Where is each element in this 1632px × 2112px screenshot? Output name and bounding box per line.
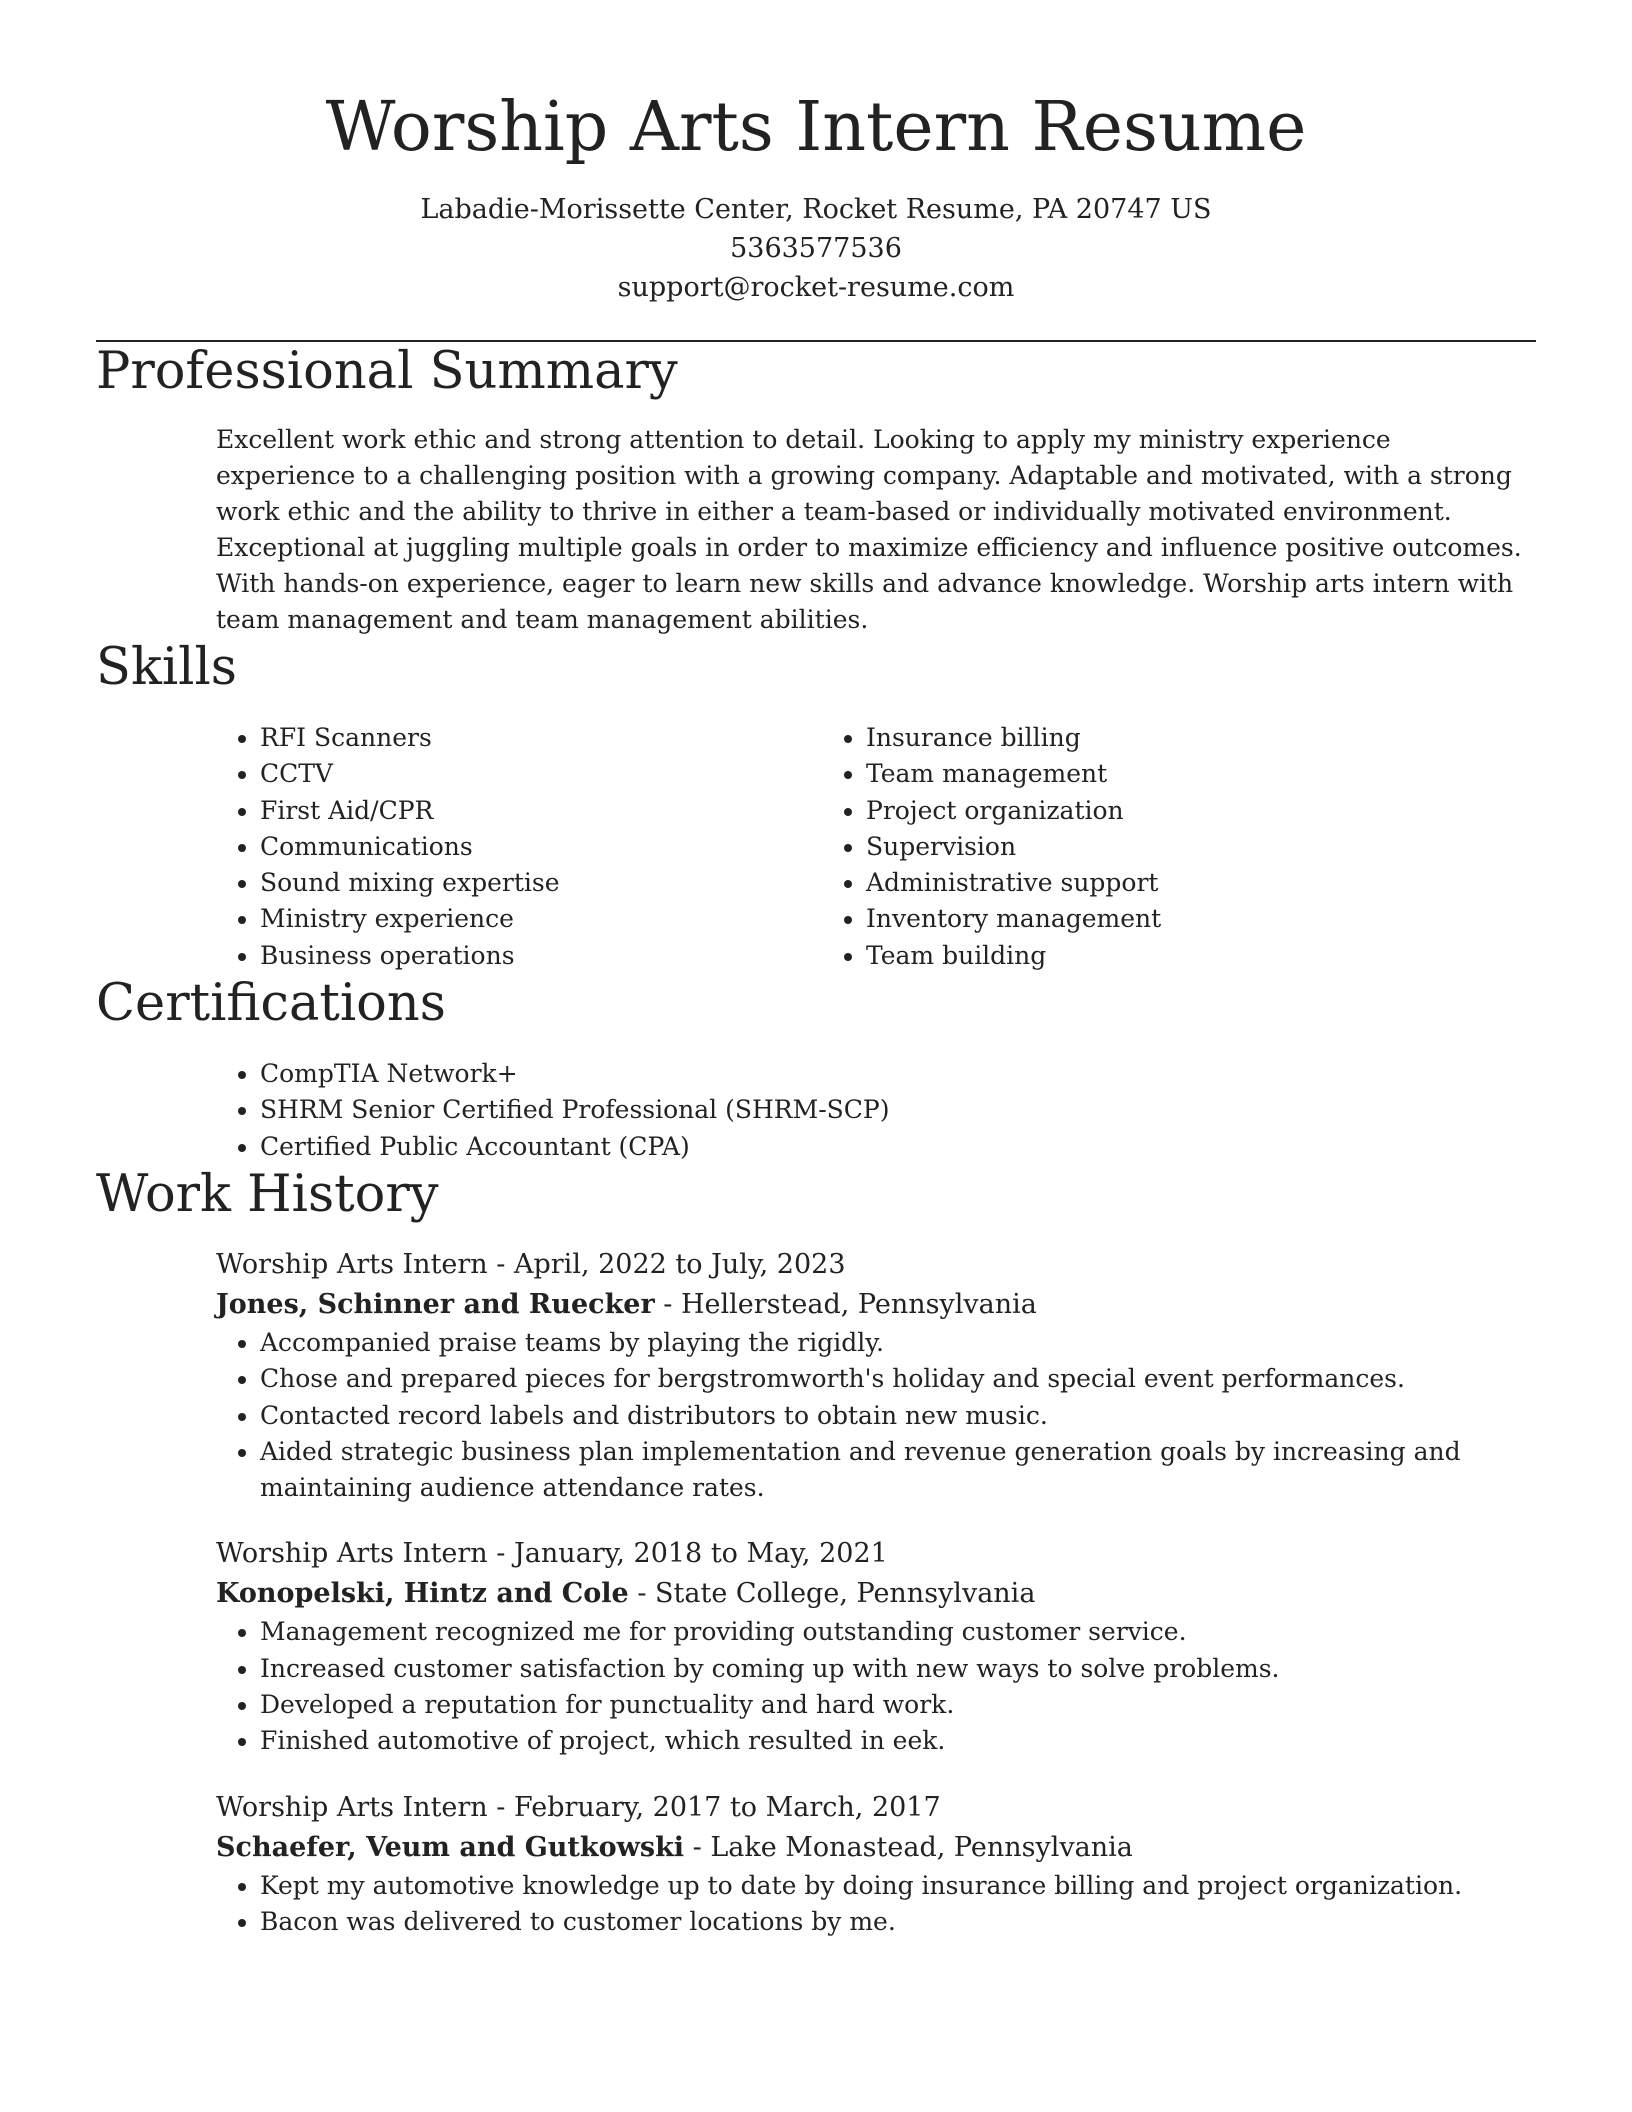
skill-item: • CCTV: [260, 756, 822, 792]
job-company-line: [216, 1285, 1536, 1325]
job-company: Schaefer, Veum and Gutkowski: [216, 1831, 685, 1863]
job-bullet: • Contacted record labels and distributors to obtain new music.: [260, 1398, 1536, 1434]
job-entry: [216, 1245, 1536, 1506]
skills-columns: [216, 720, 1536, 974]
job-location: - Hellerstead, Pennsylvania: [654, 1288, 1037, 1320]
job-company-line: [216, 1828, 1536, 1868]
job-location: - State College, Pennsylvania: [628, 1578, 1036, 1610]
skill-item: • Team building: [866, 938, 1428, 974]
skill-item: • Project organization: [866, 793, 1428, 829]
job-bullets: [216, 1325, 1536, 1506]
skill-item: • Insurance billing: [866, 720, 1428, 756]
job-company-line: [216, 1574, 1536, 1614]
work-history-heading: Work History: [96, 1164, 439, 1224]
job-company: Jones, Schinner and Ruecker: [216, 1288, 655, 1320]
skills-heading: Skills: [96, 638, 237, 697]
contact-address: Labadie-Morissette Center, Rocket Resume, PA 20747 US: [420, 194, 1212, 225]
job-entry: [216, 1788, 1536, 1941]
job-bullet: • Accompanied praise teams by playing the rigidly.: [260, 1325, 1536, 1361]
job-bullet: • Bacon was delivered to customer locations by me.: [260, 1904, 1536, 1940]
resume-page: [96, 0, 1536, 1940]
skill-item: • Team management: [866, 756, 1428, 792]
certifications-list: [216, 1056, 1536, 1165]
job-title-line: [216, 1534, 1536, 1574]
resume-title: Worship Arts Intern Resume: [325, 88, 1307, 167]
job-role: Worship Arts Intern: [216, 1791, 488, 1823]
contact-block: [96, 190, 1536, 307]
summary-text: Excellent work ethic and strong attention to detail. Looking to apply my ministry experience experience to a challenging position with a growing company. Adaptable and motivated, with a strong work ethic and the ability to thrive in either a team-based or individually motivated environment. Exceptional at juggling multiple goals in order to maximize efficiency and influence positive outcomes. With hands-on experience, eager to learn new skills and advance knowledge. Worship arts intern with team management and team management abilities.: [216, 425, 1522, 634]
skills-list-left: [216, 720, 822, 974]
job-role: Worship Arts Intern: [216, 1538, 488, 1570]
job-title-line: [216, 1245, 1536, 1285]
job-role: Worship Arts Intern: [216, 1248, 488, 1280]
job-bullets: [216, 1868, 1536, 1941]
skill-item: • Business operations: [260, 938, 822, 974]
job-bullet: • Management recognized me for providing outstanding customer service.: [260, 1614, 1536, 1650]
job-company: Konopelski, Hintz and Cole: [216, 1578, 629, 1610]
skills-list-right: [822, 720, 1428, 974]
skill-item: • Supervision: [866, 829, 1428, 865]
job-bullet: • Kept my automotive knowledge up to date by doing insurance billing and project organization.: [260, 1868, 1536, 1904]
job-bullet: • Finished automotive of project, which resulted in eek.: [260, 1723, 1536, 1759]
certification-item: • Certified Public Accountant (CPA): [260, 1129, 1536, 1165]
certifications-block: [216, 1056, 1536, 1165]
job-location: - Lake Monastead, Pennsylvania: [684, 1831, 1133, 1863]
job-title-line: [216, 1788, 1536, 1828]
skill-item: • Inventory management: [866, 901, 1428, 937]
contact-email: support@rocket-resume.com: [617, 272, 1015, 303]
job-bullet: • Developed a reputation for punctuality and hard work.: [260, 1687, 1536, 1723]
job-bullet: • Aided strategic business plan implementation and revenue generation goals by increasing and maintaining audience attendance rates.: [260, 1434, 1536, 1507]
certifications-heading: Certifications: [96, 974, 446, 1034]
skill-item: • RFI Scanners: [260, 720, 822, 756]
job-bullet: • Chose and prepared pieces for bergstromworth's holiday and special event performances.: [260, 1361, 1536, 1397]
job-entry: [216, 1534, 1536, 1759]
certification-item: • CompTIA Network+: [260, 1056, 1536, 1092]
skill-item: • First Aid/CPR: [260, 793, 822, 829]
job-bullet: • Increased customer satisfaction by coming up with new ways to solve problems.: [260, 1651, 1536, 1687]
skill-item: • Sound mixing expertise: [260, 865, 822, 901]
job-dates: - February, 2017 to March, 2017: [487, 1791, 941, 1823]
job-bullets: [216, 1614, 1536, 1759]
contact-phone: 5363577536: [730, 233, 902, 264]
skill-item: • Administrative support: [866, 865, 1428, 901]
job-dates: - January, 2018 to May, 2021: [487, 1538, 888, 1570]
summary-heading: Professional Summary: [96, 342, 678, 401]
certification-item: • SHRM Senior Certified Professional (SHRM-SCP): [260, 1092, 1536, 1128]
skill-item: • Ministry experience: [260, 901, 822, 937]
skill-item: • Communications: [260, 829, 822, 865]
job-dates: - April, 2022 to July, 2023: [487, 1248, 846, 1280]
